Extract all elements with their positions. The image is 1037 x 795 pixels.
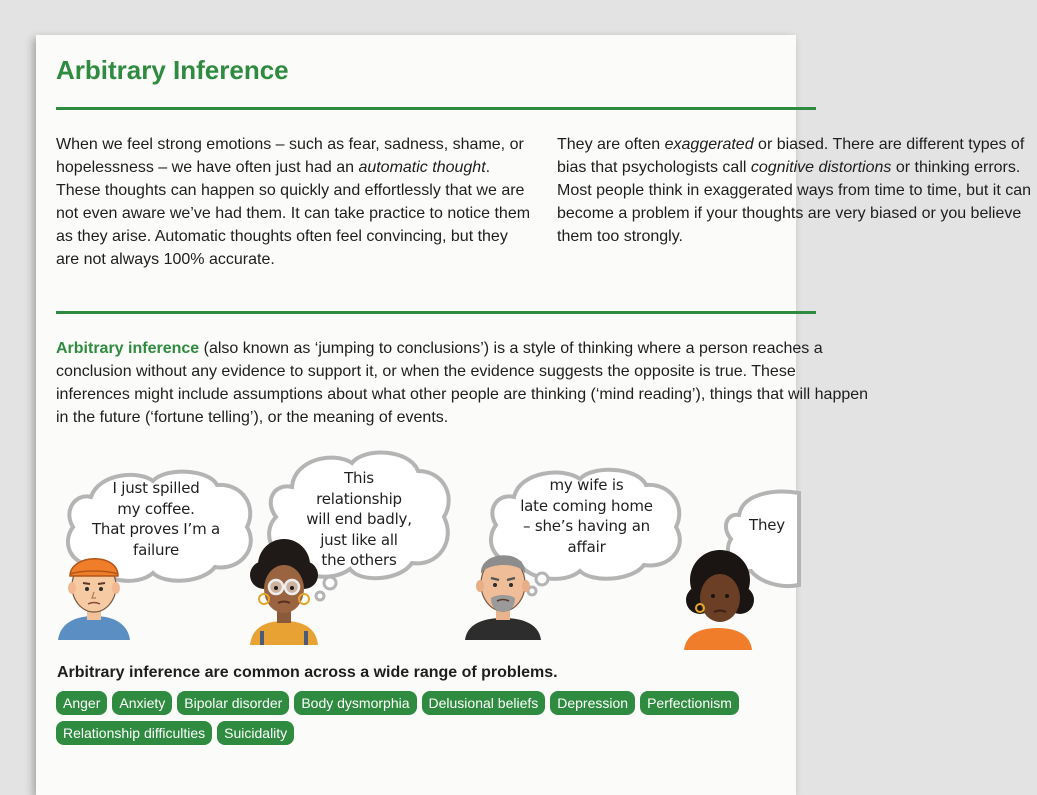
thought-3-text: my wife is late coming home – she’s having an affair xyxy=(520,476,653,556)
tag-perfectionism[interactable]: Perfectionism xyxy=(640,691,739,715)
tag-delusional-beliefs[interactable]: Delusional beliefs xyxy=(422,691,546,715)
thought-2-text: This relationship will end badly, just like all the others xyxy=(306,469,412,569)
tag-depression[interactable]: Depression xyxy=(550,691,635,715)
worksheet-page xyxy=(36,35,1032,795)
definition-paragraph: Arbitrary inference (also known as ‘jumping to conclusions’) is a style of thinking where a person reaches a conclusion without any evidence to support it, or when the evidence suggests the opposite is true. These inferences might include assumptions about what other people are thinking (‘mind reading’), things that will happen in the future (‘fortune telling’), or the meaning of events. xyxy=(56,340,869,426)
tag-suicidality[interactable]: Suicidality xyxy=(217,721,294,745)
person-2-avatar xyxy=(244,535,324,645)
tag-anxiety[interactable]: Anxiety xyxy=(112,691,172,715)
section-divider xyxy=(56,311,816,314)
tag-body-dysmorphia[interactable]: Body dysmorphia xyxy=(294,691,416,715)
tag-relationship-difficulties[interactable]: Relationship difficulties xyxy=(56,721,212,745)
page-title: Arbitrary Inference xyxy=(56,55,289,85)
intro-column-1: When we feel strong emotions – such as fear, sadness, shame, or hopelessness – we have often just had an automatic thought. These thoughts can happen so quickly and effortlessly that we are not even aware we’ve had them. It can take practice to notice them as they arise. Automatic thoughts often feel convincing, but they are not always 100% accurate. xyxy=(56,136,531,268)
person-3-avatar xyxy=(461,540,546,640)
person-1-avatar xyxy=(54,540,134,640)
thought-1-text: I just spilled my coffee. That proves I’m a failure xyxy=(91,479,221,559)
common-problems-heading: Arbitrary inference are common across a wide range of problems. xyxy=(57,664,558,681)
thought-4-text: They xyxy=(749,516,785,534)
tag-anger[interactable]: Anger xyxy=(56,691,107,715)
person-4-avatar xyxy=(676,540,756,650)
title-divider xyxy=(56,107,816,110)
tag-bipolar-disorder[interactable]: Bipolar disorder xyxy=(177,691,289,715)
intro-column-2: They are often exaggerated or biased. There are different types of bias that psychologists call cognitive distortions or thinking errors. Most people think in exaggerated ways from time to time, but it can become a problem if your thoughts are very biased or you believe them too strongly. xyxy=(557,136,1032,245)
problem-tags xyxy=(56,691,796,745)
